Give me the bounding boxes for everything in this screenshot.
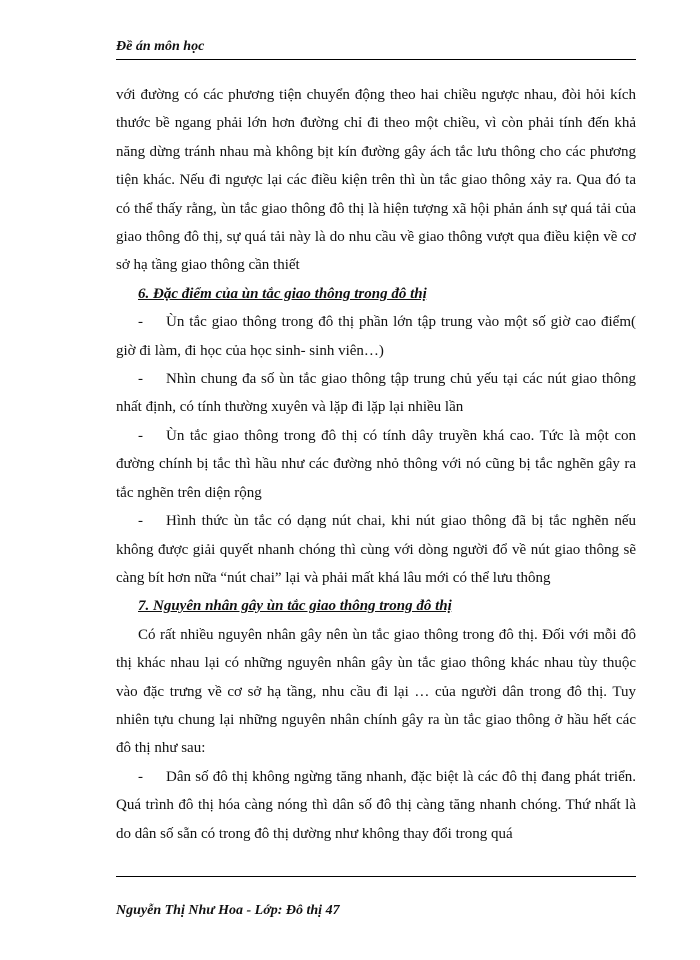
running-header: Đề án môn học <box>116 39 205 54</box>
list-item-text: Ùn tắc giao thông trong đô thị phần lớn tập trung vào một số giờ cao điểm( giờ đi làm, đi học của học sinh- sinh viên…) <box>116 314 636 359</box>
list-item-text: Ùn tắc giao thông trong đô thị có tính dây truyền khá cao. Tức là một con đường chính bị tắc thì hầu như các đường nhỏ thông với nó cũng bị tắc nghẽn gây ra tắc nghẽn trên diện rộng <box>116 427 636 501</box>
list-item <box>116 308 636 365</box>
footer-rule <box>116 876 636 877</box>
page-body <box>116 81 636 848</box>
header-rule <box>116 59 636 60</box>
section-heading-7: 7. Nguyên nhân gây ùn tắc giao thông trong đô thị <box>138 598 452 615</box>
list-item-text: Nhìn chung đa số ùn tắc giao thông tập trung chủ yếu tại các nút giao thông nhất định, có tính thường xuyên và lặp đi lặp lại nhiều lần <box>116 371 636 416</box>
list-item <box>116 422 636 507</box>
list-item-text: Hình thức ùn tắc có dạng nút chai, khi nút giao thông đã bị tắc nghẽn nếu không được giải quyết nhanh chóng thì cùng với dòng người đổ về nút giao thông sẽ càng bít hơn nữa “nút chai” lại và phải mất khá lâu mới có thể lưu thông <box>116 513 636 586</box>
list-item <box>116 763 636 848</box>
section-heading-6: 6. Đặc điểm của ùn tắc giao thông trong đô thị <box>138 285 427 302</box>
list-item <box>116 365 636 422</box>
list-item <box>116 507 636 592</box>
paragraph-continued: với đường có các phương tiện chuyển động theo hai chiều ngược nhau, đòi hỏi kích thước bề ngang phải lớn hơn đường chỉ đi theo một chiều, vì còn phải tính đến khả năng dừng tránh nhau mà không bịt kín đường gây ách tắc lưu thông cho các phương tiện khác. Nếu đi ngược lại các điều kiện trên thì ùn tắc giao thông xảy ra. Qua đó ta có thể thấy rằng, ùn tắc giao thông đô thị là hiện tượng xã hội phản ánh sự quá tải của giao thông đô thị, sự quá tải này là do nhu cầu về giao thông vượt qua điều kiện về cơ sở hạ tầng giao thông cần thiết <box>116 87 636 274</box>
paragraph: Có rất nhiều nguyên nhân gây nên ùn tắc giao thông trong đô thị. Đối với mỗi đô thị khác nhau lại có những nguyên nhân gây ùn tắc giao thông khác nhau tùy thuộc vào đặc trưng về cơ sở hạ tầng, nhu cầu đi lại … của người dân trong đô thị. Tuy nhiên tựu chung lại những nguyên nhân chính gây ra ùn tắc giao thông ở hầu hết các đô thị như sau: <box>116 626 636 757</box>
dash-marker: - <box>138 314 143 331</box>
running-footer: Nguyễn Thị Như Hoa - Lớp: Đô thị 47 <box>116 903 340 918</box>
dash-marker: - <box>138 371 143 388</box>
list-item-text: Dân số đô thị không ngừng tăng nhanh, đặc biệt là các đô thị đang phát triển. Quá trình đô thị hóa càng nóng thì dân số đô thị càng tăng nhanh chóng. Thứ nhất là do dân số sẵn có trong đô thị dường như không thay đổi trong quá <box>116 768 636 842</box>
dash-marker: - <box>138 513 143 530</box>
dash-marker: - <box>138 427 143 444</box>
dash-marker: - <box>138 768 143 785</box>
